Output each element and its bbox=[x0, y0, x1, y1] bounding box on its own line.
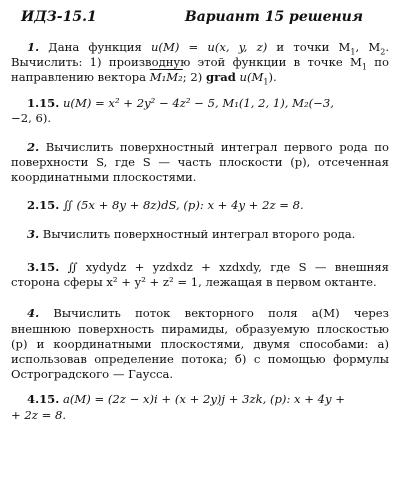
task-1-number: 1. bbox=[27, 40, 40, 54]
formula-1-block bbox=[11, 96, 389, 126]
task-1-text-a: Дана функция bbox=[39, 40, 151, 54]
formula-1-line-1 bbox=[11, 96, 389, 111]
formula-4-block bbox=[11, 392, 389, 422]
formula-2-text: ∬ (5x + 8y + 8z)dS, (p): x + 4y + 2z = 8. bbox=[59, 197, 304, 212]
formula-4-number: 4.15. bbox=[27, 392, 60, 407]
task-1-text-e: по направлению вектора bbox=[11, 55, 389, 85]
task-3-text: Вычислить поверхностный интеграл второго рода. bbox=[39, 226, 356, 241]
task-1-text-h: ). bbox=[268, 70, 277, 85]
task-1-function: u(M) = u(x, y, z) bbox=[150, 40, 268, 54]
task-1-text-b: и точки M bbox=[267, 40, 351, 54]
formula-1-text: u(M) = x² + 2y² − 4z² − 5, M₁(1, 2, 1), M₂(−3, bbox=[59, 95, 334, 110]
task-4-text: Вычислить поток векторного поля a(M) через внешнюю поверхность пирамиды, образуемую плоскостью (p) и координатными плоскостями, двумя способами: а) использовав определение потока; б) с помощью формулы Остроградского — Гаусса. bbox=[11, 306, 389, 382]
formula-3-text: ∬ xydydz + yzdxdz + xzdxdy, где S — внешняя сторона сферы x² + y² + z² = 1, лежащая в первом октанте. bbox=[11, 260, 389, 290]
formula-4-line-1 bbox=[11, 392, 389, 407]
task-1-paragraph bbox=[11, 40, 389, 86]
task-4-number: 4. bbox=[27, 306, 40, 321]
formula-1-number: 1.15. bbox=[27, 95, 60, 110]
task-1-text-d: . Вычислить: 1) производную этой функции в точке M bbox=[11, 40, 390, 70]
formula-1-line-2: −2, 6). bbox=[11, 110, 52, 125]
task-2-paragraph bbox=[11, 140, 389, 186]
formula-3-number: 3.15. bbox=[27, 260, 60, 275]
formula-2-line bbox=[11, 198, 389, 213]
task-2-text: Вычислить поверхностный интеграл первого рода по поверхности S, где S — часть плоскости (p), отсеченная координатными плоскостями. bbox=[11, 140, 389, 185]
task-4-paragraph bbox=[11, 306, 389, 382]
task-1-text-c: , M bbox=[355, 40, 381, 54]
task-3-number: 3. bbox=[27, 226, 40, 241]
task-1-vector: M₁M₂ bbox=[149, 70, 183, 85]
page-header bbox=[11, 4, 389, 28]
sub-2a: 2 bbox=[380, 47, 386, 57]
task-3-paragraph bbox=[11, 227, 389, 242]
task-2-number: 2. bbox=[27, 140, 40, 155]
task-1-text-f: ; 2) bbox=[182, 70, 206, 85]
sub-1c: 1 bbox=[263, 77, 269, 87]
task-1-text-g: u(M bbox=[235, 70, 264, 85]
formula-3-paragraph bbox=[11, 260, 389, 290]
header-left: ИДЗ-15.1 bbox=[21, 9, 97, 25]
formula-4-line-2: + 2z = 8. bbox=[11, 407, 67, 422]
formula-4-text: a(M) = (2z − x)i + (x + 2y)j + 3zk, (p): x + 4y + bbox=[59, 392, 345, 407]
formula-2-number: 2.15. bbox=[27, 197, 60, 212]
sub-1a: 1 bbox=[350, 47, 356, 57]
sub-1b: 1 bbox=[361, 62, 367, 72]
task-1-grad: grad bbox=[205, 70, 236, 85]
header-right: Вариант 15 решения bbox=[184, 9, 363, 25]
